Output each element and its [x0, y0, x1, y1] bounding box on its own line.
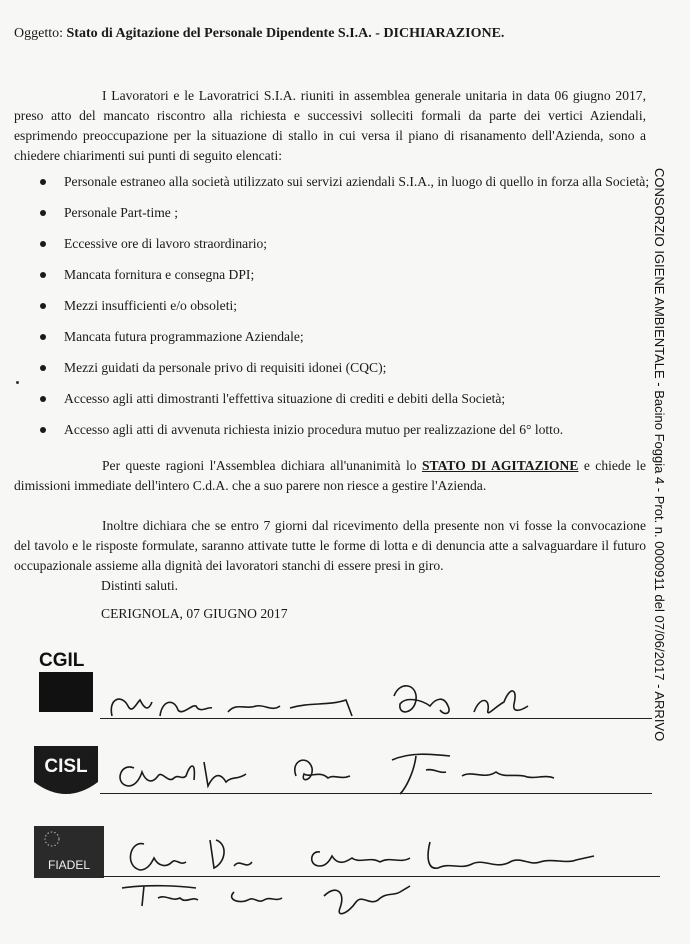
signature-scribble — [295, 760, 350, 780]
list-item — [14, 327, 654, 358]
signature-scribble — [130, 844, 186, 870]
point-text: Eccessive ore di lavoro straordinario; — [64, 236, 268, 251]
bullet-icon — [40, 365, 46, 371]
signature-scribble — [204, 762, 246, 786]
signature-scribble — [324, 886, 410, 914]
salutation: Distinti saluti. — [101, 578, 179, 593]
bullet-icon — [40, 396, 46, 402]
subject-label: Oggetto: — [14, 26, 67, 41]
signature-scribble — [392, 754, 554, 794]
list-item — [14, 203, 654, 234]
list-item — [14, 420, 654, 451]
bullet-icon — [40, 241, 46, 247]
declaration-emphasis: STATO DI AGITAZIONE — [421, 458, 579, 473]
list-item — [14, 265, 654, 296]
point-text: Accesso agli atti dimostranti l'effettiva situazione di crediti e debiti della Società; — [64, 391, 506, 406]
cgil-logo-graphic — [38, 646, 98, 712]
point-text: Personale Part-time ; — [64, 205, 179, 220]
points-list — [14, 172, 654, 451]
bullet-icon — [40, 303, 46, 309]
list-item — [14, 296, 654, 327]
signature-scribble — [232, 892, 282, 902]
protocol-stamp-text: CONSORZIO IGIENE AMBIENTALE - Bacino Foggia 4 - Prot. n. 0000911 del 07/06/2017 - ARRIVO — [652, 168, 667, 742]
declaration-before: Per queste ragioni l'Assemblea dichiara all'unanimità lo — [102, 458, 422, 473]
signature-scribble — [394, 686, 449, 714]
bullet-icon — [40, 334, 46, 340]
list-item — [14, 358, 654, 389]
declaration-paragraph — [14, 456, 646, 496]
cgil-logo — [38, 646, 98, 712]
intro-paragraph: I Lavoratori e le Lavoratrici S.I.A. riuniti in assemblea generale unitaria in data 06 giugno 2017, preso atto del mancato riscontro alla richiesta e successivi solleciti formali da parte dei vertici Aziendali, esprimendo preoccupazione per la situazione di stallo in cui versa il piano di risanamento dell'Azienda, sono a chiedere chiarimenti sui punti di seguito elencati: — [14, 88, 646, 163]
signature-scribble — [428, 842, 594, 868]
signature-scribble — [210, 840, 252, 868]
signature-scribble — [120, 766, 194, 786]
point-text: Mancata fornitura e consegna DPI; — [64, 267, 255, 282]
subject-line — [14, 26, 504, 42]
point-text: Mancata futura programmazione Aziendale; — [64, 329, 304, 344]
list-item — [14, 172, 654, 203]
bullet-icon — [40, 272, 46, 278]
cgil-logo-block — [39, 672, 93, 712]
bullet-icon — [40, 179, 46, 185]
cisl-logo-graphic — [30, 742, 102, 804]
point-text: Accesso agli atti di avvenuta richiesta inizio procedura mutuo per realizzazione del 6° lotto. — [64, 422, 564, 437]
signature-scribble — [122, 886, 198, 906]
fiadel-logo-graphic — [34, 826, 104, 878]
point-text: Mezzi guidati da personale privo di requisiti idonei (CQC); — [64, 360, 387, 375]
subject-text: Stato di Agitazione del Personale Dipendente S.I.A. - DICHIARAZIONE. — [66, 26, 505, 41]
signature-scribble — [312, 852, 410, 866]
stray-mark — [16, 381, 19, 384]
cisl-logo — [30, 742, 102, 804]
list-item — [14, 234, 654, 265]
point-text: Personale estraneo alla società utilizzato sui servizi aziendali S.I.A., in luogo di quello in forza alla Società; — [64, 174, 650, 189]
signature-scribble — [228, 700, 352, 716]
point-text: Mezzi insufficienti e/o obsoleti; — [64, 298, 238, 313]
signature-scribble — [111, 699, 212, 716]
cgil-logo-text: CGIL — [39, 650, 85, 671]
bullet-icon — [40, 427, 46, 433]
fiadel-logo-text: FIADEL — [47, 858, 91, 872]
bullet-icon — [40, 210, 46, 216]
signature-scribble — [474, 691, 528, 713]
fiadel-signatures — [100, 822, 660, 940]
cgil-signatures — [100, 676, 660, 726]
followup-paragraph: Inoltre dichiara che se entro 7 giorni dal ricevimento della presente non vi fosse la convocazione del tavolo e le risposte formulate, saranno attivate tutte le forme di lotta e di denuncia atte a salvaguardare il futuro occupazionale assieme alla dignità dei lavoratori stanchi di essere presi in giro. — [14, 518, 646, 573]
declaration-after: e chiede le dimissioni immediate dell'intero C.d.A. che a suo parere non riesce a gestire l'Azienda. — [14, 458, 646, 493]
cisl-logo-text: CISL — [44, 756, 88, 777]
cisl-signatures — [100, 740, 660, 800]
place-date: CERIGNOLA, 07 GIUGNO 2017 — [101, 606, 288, 621]
list-item — [14, 389, 654, 420]
fiadel-logo — [34, 826, 104, 878]
